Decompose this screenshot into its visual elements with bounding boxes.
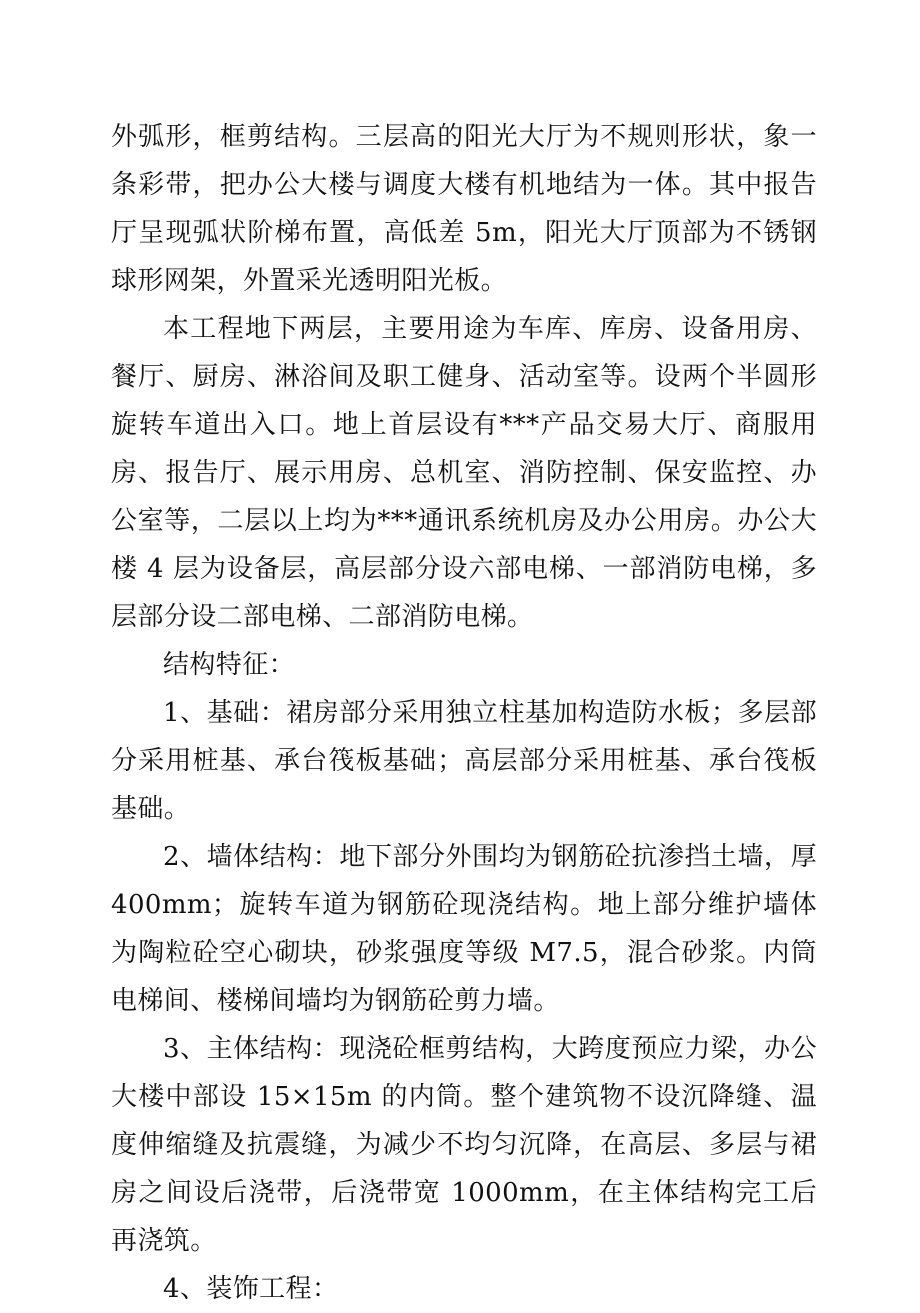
paragraph-main-structure: 3、主体结构：现浇砼框剪结构，大跨度预应力梁，办公大楼中部设 15×15m 的内筒。整个建筑物不设沉降缝、温度伸缩缝及抗震缝，为减少不均匀沉降，在高层、多层与裙房之间设后浇带，后浇带宽 1000mm，在主体结构完工后再浇筑。 bbox=[111, 1034, 817, 1256]
document-body bbox=[111, 113, 817, 1313]
paragraph-floor-usage: 本工程地下两层，主要用途为车库、库房、设备用房、餐厅、厨房、淋浴间及职工健身、活动室等。设两个半圆形旋转车道出入口。地上首层设有***产品交易大厅、商服用房、报告厅、展示用房、总机室、消防控制、保安监控、办公室等，二层以上均为***通讯系统机房及办公用房。办公大楼 4 层为设备层，高层部分设六部电梯、一部消防电梯，多层部分设二部电梯、二部消防电梯。 bbox=[111, 314, 817, 632]
section-heading-structural-features: 结构特征： bbox=[163, 650, 296, 680]
paragraph-decoration-heading: 4、装饰工程： bbox=[163, 1274, 339, 1304]
paragraph-building-form: 外弧形，框剪结构。三层高的阳光大厅为不规则形状，象一条彩带，把办公大楼与调度大楼有机地结为一体。其中报告厅呈现弧状阶梯布置，高低差 5m，阳光大厅顶部为不锈钢球形网架，外置采光透明阳光板。 bbox=[111, 122, 817, 296]
paragraph-foundation: 1、基础：裙房部分采用独立柱基加构造防水板；多层部分采用桩基、承台筏板基础；高层部分采用桩基、承台筏板基础。 bbox=[111, 698, 817, 824]
paragraph-wall-structure: 2、墙体结构：地下部分外围均为钢筋砼抗渗挡土墙，厚 400mm；旋转车道为钢筋砼现浇结构。地上部分维护墙体为陶粒砼空心砌块，砂浆强度等级 M7.5，混合砂浆。内筒电梯间、楼梯间墙均为钢筋砼剪力墙。 bbox=[111, 842, 817, 1016]
